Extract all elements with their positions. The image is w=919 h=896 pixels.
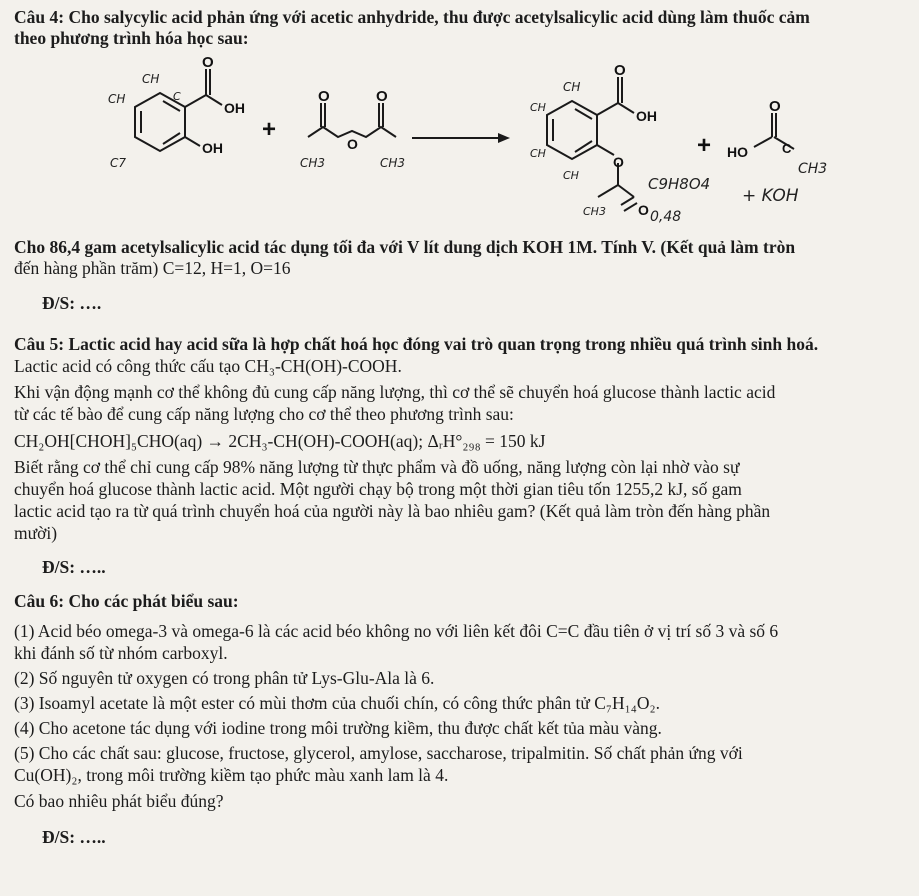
q6-statement2: (2) Số nguyên tử oxygen có trong phân tử Lys-Glu-Ala là 6. (14, 668, 435, 688)
hw-c-ring: C (173, 90, 181, 103)
salicylic-carbonyl-o: O (202, 54, 214, 71)
q5-line2: Lactic acid có công thức cấu tạo CH₃-CH(OH)-COOH. (14, 356, 402, 376)
hw-c7: C7 (110, 156, 127, 170)
salicylic-phenol-oh: OH (202, 140, 223, 156)
hw-ch3-right: CH3 (380, 156, 406, 170)
reaction-arrow (412, 133, 510, 143)
q6-statement5b: Cu(OH)₂, trong môi trường kiềm tạo phức màu xanh lam là 4. (14, 765, 449, 785)
hw-ch-left: CH (108, 92, 126, 106)
aspirin-cooh-oh: OH (636, 108, 657, 124)
aspirin-ester-o: O (613, 154, 624, 170)
hw-ch-prod-left: CH (530, 101, 546, 114)
q5-line6: Biết rằng cơ thể chỉ cung cấp 98% năng lượng từ thực phẩm và đồ uống, năng lượng còn lại nhờ vào sự (14, 457, 740, 477)
q6-title: Câu 6: Cho các phát biểu sau: (14, 591, 239, 611)
q5-line8: lactic acid tạo ra từ quá trình chuyển hoá của người này là bao nhiêu gam? (Kết quả làm tròn đến hàng phần (14, 501, 771, 521)
anhydride-o-right: O (376, 88, 388, 105)
q5-line3: Khi vận động mạnh cơ thể không đủ cung cấp năng lượng, thì cơ thể sẽ chuyển hoá glucose thành lactic acid (14, 382, 776, 402)
acetic-anhydride-structure (308, 103, 396, 137)
q5-line4: từ các tế bào để cung cấp năng lượng cho cơ thể theo phương trình sau: (14, 404, 514, 424)
hw-ch3-left: CH3 (300, 156, 326, 170)
aspirin-acetyl-o: O (638, 202, 649, 218)
plus-sign-1: + (262, 116, 277, 143)
reaction-scheme (0, 45, 919, 235)
q6-statement1b: khi đánh số từ nhóm carboxyl. (14, 643, 228, 663)
q5-line1: Câu 5: Lactic acid hay acid sữa là hợp chất hoá học đóng vai trò quan trọng trong nhiều quá trình sinh hoá. (14, 334, 819, 354)
q6-statement3: (3) Isoamyl acetate là một ester có mùi thơm của chuối chín, có công thức phân tử C₇H₁₄O₂. (14, 693, 660, 713)
q6-statement4: (4) Cho acetone tác dụng với iodine trong môi trường kiềm, thu được chất kết tủa màu vàng. (14, 718, 662, 738)
q5-equation: CH₂OH[CHOH]₅CHO(aq) → 2CH₃-CH(OH)-COOH(aq); ΔᵣH°₂₉₈ = 150 kJ (14, 431, 546, 451)
hw-ch-prod-bottom: CH (563, 169, 579, 182)
q5-answer: Đ/S: ….. (42, 557, 106, 577)
hw-mass: 0,48 (650, 209, 682, 225)
q5-line9: mười) (14, 523, 58, 543)
salicylic-cooh-oh: OH (224, 100, 245, 116)
hw-koh: + KOH (742, 186, 799, 206)
q6-question: Có bao nhiêu phát biểu đúng? (14, 791, 224, 811)
q6-statement1a: (1) Acid béo omega-3 và omega-6 là các acid béo không no với liên kết đôi C=C đầu tiên ở vị trí số 3 và số 6 (14, 621, 779, 641)
anhydride-bridge-o: O (347, 136, 358, 152)
hw-ch-top: CH (142, 72, 160, 86)
acetic-o: O (769, 98, 781, 115)
q4-answer: Đ/S: …. (42, 293, 102, 313)
q6-statement5a: (5) Cho các chất sau: glucose, fructose, glycerol, amylose, saccharose, tripalmitin. Số chất phản ứng với (14, 743, 743, 763)
hw-formula: C9H8O4 (648, 175, 711, 193)
q4-intro-line1: Câu 4: Cho salycylic acid phản ứng với acetic anhydride, thu được acetylsalicylic acid dùng làm thuốc cảm (14, 7, 810, 27)
q5-line7: chuyển hoá glucose thành lactic acid. Một người chạy bộ trong một thời gian tiêu tốn 1255,2 kJ, số gam (14, 479, 742, 499)
plus-sign-2: + (697, 132, 712, 159)
hw-ch3-acetic: CH3 (798, 161, 828, 177)
aspirin-structure (547, 77, 637, 211)
q6-answer: Đ/S: ….. (42, 827, 106, 847)
aspirin-carbonyl-o: O (614, 62, 626, 79)
acetic-ho: HO (727, 144, 748, 160)
acetic-c: C (782, 141, 792, 156)
q4-body-line1: Cho 86,4 gam acetylsalicylic acid tác dụng tối đa với V lít dung dịch KOH 1M. Tính V. (Kết quả làm tròn (14, 237, 796, 257)
hw-ch-prod-bl: CH (530, 147, 546, 160)
q4-intro-line2: theo phương trình hóa học sau: (14, 28, 249, 48)
hw-ch-prod-top: CH (563, 80, 581, 94)
anhydride-o-left: O (318, 88, 330, 105)
hw-ch3-prod: CH3 (583, 205, 606, 218)
q4-body-line2: đến hàng phần trăm) C=12, H=1, O=16 (14, 258, 291, 278)
